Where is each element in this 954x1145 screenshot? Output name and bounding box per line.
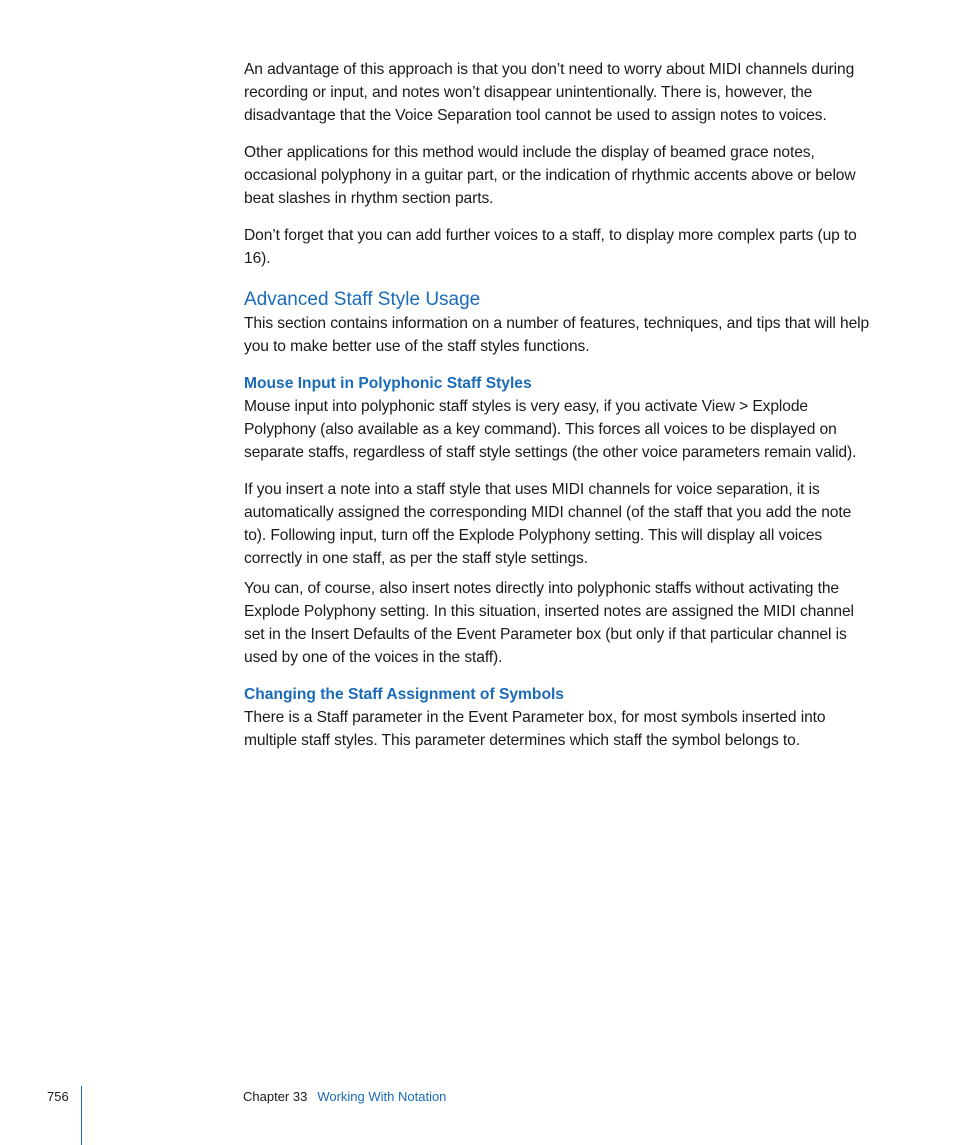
section-intro: This section contains information on a number of features, techniques, and tips that will help you to make better use of the staff styles functions.	[244, 315, 870, 355]
page-number: 756	[47, 1089, 69, 1104]
body-paragraph: If you insert a note into a staff style that uses MIDI channels for voice separation, it is automatically assigned the corresponding MIDI channel (of the staff that you add the note to). Following input, turn off the Explode Polyphony setting. This will display all voices correctly in one staff, as per the staff style settings.	[244, 481, 852, 567]
footer-divider	[81, 1086, 82, 1145]
body-paragraph: There is a Staff parameter in the Event Parameter box, for most symbols inserted into multiple staff styles. This parameter determines which staff the symbol belongs to.	[244, 709, 826, 749]
chapter-label: Chapter 33	[243, 1089, 308, 1104]
body-paragraph: An advantage of this approach is that you don’t need to worry about MIDI channels during recording or input, and notes won’t disappear unintentionally. There is, however, the disadvantage that the Voice Separation tool cannot be used to assign notes to voices.	[244, 61, 855, 124]
body-paragraph: Other applications for this method would include the display of beamed grace notes, occasional polyphony in a guitar part, or the indication of rhythmic accents above or below beat slashes in rhythm section parts.	[244, 144, 856, 207]
body-paragraph: You can, of course, also insert notes directly into polyphonic staffs without activating the Explode Polyphony setting. In this situation, inserted notes are assigned the MIDI channel set in the Insert Defaults of the Event Parameter box (but only if that particular channel is used by one of the voices in the staff).	[244, 580, 854, 666]
subsection-heading: Mouse Input in Polyphonic Staff Styles	[244, 375, 532, 392]
body-paragraph: Mouse input into polyphonic staff styles is very easy, if you activate View > Explode Polyphony (also available as a key command). This forces all voices to be displayed on separate staffs, regardless of staff style settings (the other voice parameters remain valid).	[244, 398, 857, 461]
body-paragraph: Don’t forget that you can add further voices to a staff, to display more complex parts (up to 16).	[244, 227, 857, 267]
chapter-title-link[interactable]: Working With Notation	[317, 1089, 447, 1104]
section-heading: Advanced Staff Style Usage	[244, 289, 481, 310]
page-content	[244, 58, 876, 752]
footer-chapter	[243, 1089, 446, 1105]
subsection-heading: Changing the Staff Assignment of Symbols	[244, 686, 564, 703]
